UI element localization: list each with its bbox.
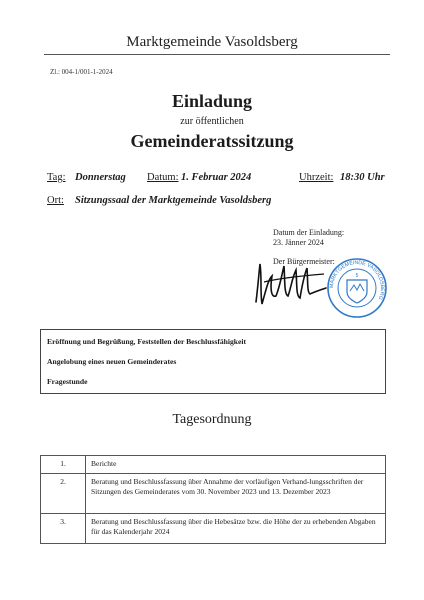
agenda-item-text: Beratung und Beschlussfassung über die Hebesätze bzw. die Höhe der zu erhebenden Abgaben für das Kalenderjahr 2024: [86, 514, 386, 544]
time-label: Uhrzeit:: [299, 172, 334, 183]
day-label: Tag:: [47, 172, 66, 183]
agenda-heading: Tagesordnung: [172, 412, 252, 427]
signature: [250, 256, 330, 310]
invitation-date-label: Datum der Einladung:: [273, 228, 345, 237]
agenda-row: [41, 514, 386, 544]
agenda-item-number: 3.: [41, 514, 86, 544]
title-invitation: Einladung: [171, 91, 253, 111]
title-subtitle: zur öffentlichen: [180, 116, 244, 127]
official-stamp-icon: [326, 257, 388, 319]
time-value: 18:30 Uhr: [340, 172, 385, 183]
agenda-table: [40, 455, 386, 544]
municipality-header: Marktgemeinde Vasoldsberg: [126, 34, 298, 50]
date-label: Datum:: [147, 172, 179, 183]
mayor-label: Der Bürgermeister:: [273, 257, 335, 266]
stamp-number: 5: [355, 273, 359, 279]
header-divider: [44, 54, 390, 55]
opening-items-box: [40, 329, 386, 394]
opening-item: Fragestunde: [47, 377, 88, 386]
title-meeting-type: Gemeinderatssitzung: [130, 131, 294, 151]
opening-item: Angelobung eines neuen Gemeinderates: [47, 357, 177, 366]
date-value: 1. Februar 2024: [181, 172, 252, 183]
opening-item: Eröffnung und Begrüßung, Feststellen der Beschlussfähigkeit: [47, 337, 247, 346]
agenda-item-text: Beratung und Beschlussfassung über Annahme der vorläufigen Verhand-lungsschriften der Sitzungen des Gemeinderates vom 30. November 2023 und 13. Dezember 2023: [86, 474, 386, 514]
agenda-row: [41, 456, 386, 474]
place-label: Ort:: [47, 195, 64, 206]
invitation-date-value: 23. Jänner 2024: [273, 238, 324, 247]
agenda-item-number: 2.: [41, 474, 86, 514]
day-value: Donnerstag: [75, 172, 126, 183]
agenda-row: [41, 474, 386, 514]
agenda-item-number: 1.: [41, 456, 86, 474]
agenda-item-text: Berichte: [86, 456, 386, 474]
stamp-ring-text: MARKTGEMEINDE VASOLDSBERG: [328, 259, 386, 301]
reference-number: Zl.: 004-1/001-1-2024: [50, 68, 113, 76]
place-value: Sitzungssaal der Marktgemeinde Vasoldsberg: [75, 195, 272, 206]
